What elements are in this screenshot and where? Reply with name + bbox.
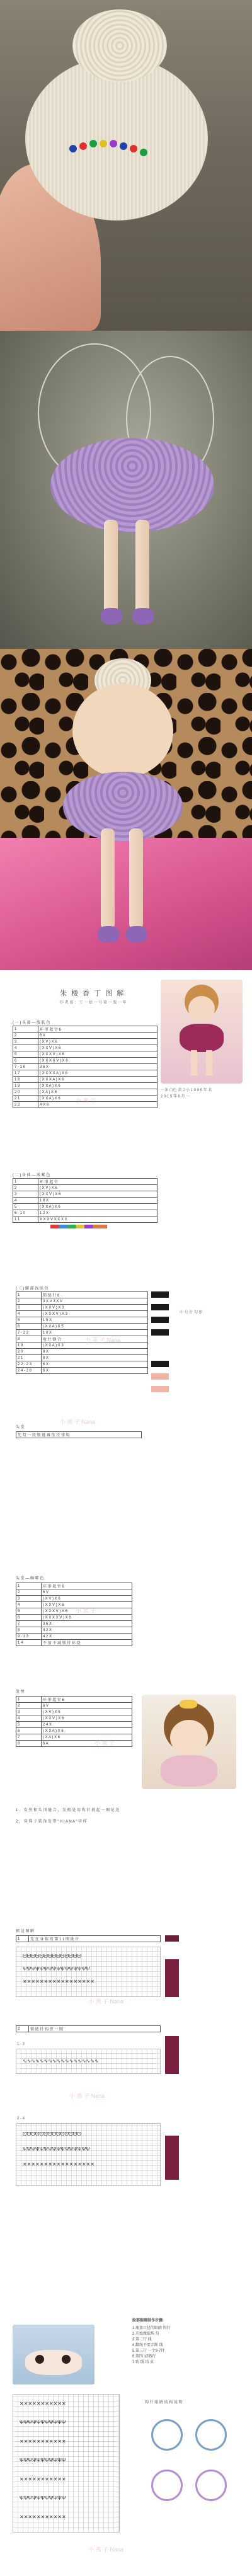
row-num: 5 bbox=[13, 1051, 38, 1058]
watermark: 小 燕 子 Nana bbox=[88, 1998, 124, 2005]
table-row bbox=[16, 1615, 132, 1621]
table-row bbox=[13, 1026, 158, 1033]
row-num: 2 bbox=[16, 2026, 29, 2032]
bun-pattern-table bbox=[16, 1696, 132, 1747]
row-instruction: 8 X bbox=[42, 1355, 148, 1361]
row-instruction: 9 X bbox=[42, 1349, 148, 1355]
pattern-sheet-1 bbox=[0, 970, 252, 1266]
stitch-chart-1: ᗢᗢᗢᗢᗢᗢᗢᗢᗢᗢᗢᗢᗢᗢ ΨΨΨΨΨΨΨΨΨΨΨΨΨΨΨΨ ✕✕✕✕✕✕✕✕✕✕✕✕✕✕✕✕✕ bbox=[16, 1947, 161, 1997]
row-num: 2 2 bbox=[13, 1102, 38, 1108]
row-instruction: 3 6 X bbox=[42, 1621, 132, 1627]
row-instruction: 4 2 X bbox=[42, 1634, 132, 1640]
hair-note-2: 2 、 穿 珠 子 装 饰 发 带 “ H I A N A ” 字 样 bbox=[16, 1820, 87, 1824]
row-instruction: 环 形 起 针 6 bbox=[42, 1697, 132, 1703]
doll-shoe-left bbox=[101, 608, 122, 624]
row-num: 1 8 bbox=[13, 1077, 38, 1083]
section-hair-label: 头 发 — 咖 啡 色 bbox=[16, 1577, 44, 1581]
row-instruction: 2 4 X bbox=[42, 1722, 132, 1728]
row-num: 2 bbox=[16, 1298, 42, 1305]
eye-note-item: 1.瓶盖口径的眼睛 钩针 bbox=[132, 2327, 171, 2330]
row-instruction: 6 V bbox=[42, 1703, 132, 1709]
row-instruction: ( X X A ) X 6 bbox=[38, 1204, 158, 1210]
row-num: 5 bbox=[16, 1722, 42, 1728]
color-swatch-burgundy bbox=[165, 2136, 179, 2180]
row-num: 4 bbox=[16, 1715, 42, 1722]
row-num: 6 bbox=[13, 1058, 38, 1064]
row-num: 2 bbox=[13, 1033, 38, 1039]
row-num: 7 - 2 2 bbox=[16, 1330, 42, 1336]
row-instruction: A X 6 bbox=[38, 1102, 158, 1108]
doll-leg-left bbox=[104, 520, 118, 614]
row-num: 6 bbox=[16, 1728, 42, 1734]
doll-shoe-left bbox=[98, 926, 119, 942]
doll-leg-right bbox=[135, 520, 149, 614]
row-instruction: 环 形 起 针 bbox=[38, 1179, 158, 1185]
row-num: 8 bbox=[16, 1741, 42, 1747]
row-instruction: ( X X A ) X 6 bbox=[42, 1728, 132, 1734]
row-num: 4 bbox=[13, 1045, 38, 1051]
table-row bbox=[13, 1045, 158, 1051]
table-row bbox=[16, 1292, 148, 1298]
table-row bbox=[16, 1317, 148, 1324]
table-row bbox=[16, 1608, 132, 1615]
table-row bbox=[13, 1070, 158, 1077]
table-row bbox=[13, 1210, 158, 1216]
color-swatch-black bbox=[151, 1329, 169, 1336]
color-swatch-burgundy bbox=[165, 1935, 179, 1942]
row-num: 7 bbox=[16, 1734, 42, 1741]
row-instruction: ( X V ) X 6 bbox=[42, 1596, 132, 1602]
row-num: 4 bbox=[13, 1198, 38, 1204]
doll-shoe-right bbox=[132, 608, 154, 624]
row-instruction: ( X V ) X 6 bbox=[38, 1185, 158, 1191]
row-instruction: ( X A ) X 6 bbox=[42, 1734, 132, 1741]
row-num: 2 bbox=[16, 1703, 42, 1709]
table-row bbox=[16, 1583, 132, 1589]
eye-note-item: 5.第三行 一个3-7针 bbox=[132, 2349, 165, 2353]
row-instruction: 1 5 X bbox=[42, 1317, 148, 1324]
hair-bun bbox=[72, 9, 167, 82]
row-num: 1 bbox=[16, 1583, 42, 1589]
section-legs-label: ( 三 ) 腿 部 浅 肤 色 bbox=[16, 1287, 49, 1291]
color-swatch-black bbox=[151, 1291, 169, 1298]
watermark: 小 燕 子 Nana bbox=[60, 1419, 96, 1425]
table-row bbox=[13, 1051, 158, 1058]
eye-steps-illustration bbox=[145, 2413, 239, 2514]
section-bun-label: 发 髻 bbox=[16, 1690, 25, 1694]
row-num: 2 2 - 2 3 bbox=[16, 1361, 42, 1368]
row-instruction: X X X V X X X X bbox=[38, 1216, 158, 1223]
color-swatch-black bbox=[151, 1304, 169, 1310]
table-row bbox=[16, 1602, 132, 1608]
table-row bbox=[13, 1077, 158, 1083]
pattern-subtitle: 作 者 招 ： 王 一 姑 一 号 第 一 版 一 年 bbox=[60, 1001, 127, 1005]
stitch-chart-3: ᗢᗢᗢᗢᗢᗢᗢᗢᗢᗢᗢᗢᗢᗢ ΨΨΨΨΨΨΨΨΨΨΨΨΨΨΨΨ ✕✕✕✕✕✕✕✕✕✕✕✕✕✕✕✕✕ bbox=[16, 2123, 161, 2186]
table-row bbox=[16, 1640, 132, 1646]
section-hair-label: 头 发 bbox=[16, 1426, 25, 1429]
table-row bbox=[13, 1089, 158, 1096]
pattern-sheet-4 bbox=[0, 1896, 252, 2299]
hair-pattern-table bbox=[16, 1583, 132, 1646]
row-instruction: 6 X bbox=[42, 1368, 148, 1374]
table-row bbox=[13, 1216, 158, 1223]
row-instruction: ( X X X X A ) X 6 bbox=[38, 1070, 158, 1077]
row-num: 5 bbox=[16, 1608, 42, 1615]
watermark: 小 燕 子 Nana bbox=[88, 2546, 124, 2553]
doll-face bbox=[72, 684, 173, 778]
eye-note-item: 4.翻绳不要弄断 线 bbox=[132, 2344, 163, 2347]
table-row bbox=[16, 1311, 148, 1317]
table-row bbox=[16, 1368, 148, 1374]
photo-hanging-doll bbox=[0, 331, 252, 649]
skirt-row-table-2 bbox=[16, 2025, 161, 2032]
table-row bbox=[13, 1064, 158, 1070]
color-bead-row bbox=[50, 1225, 107, 1228]
row-instruction: ( X X V ) X 6 bbox=[38, 1045, 158, 1051]
row-num: 6 bbox=[16, 1615, 42, 1621]
row-instruction: ( X X X V ) X 6 bbox=[38, 1051, 158, 1058]
eye-notes-list bbox=[132, 2326, 246, 2366]
row-num: 2 0 bbox=[16, 1349, 42, 1355]
eye-note-item: 3.第二行 线 bbox=[132, 2338, 152, 2342]
row-num: 1 bbox=[13, 1026, 38, 1033]
row-num: 3 bbox=[13, 1191, 38, 1198]
table-row bbox=[16, 1627, 132, 1634]
pattern-sheet-5 bbox=[0, 2299, 252, 2576]
table-row bbox=[16, 1305, 148, 1311]
row-num: 7 - 1 6 bbox=[13, 1064, 38, 1070]
row-num: 1 bbox=[13, 1179, 38, 1185]
color-swatch-burgundy bbox=[165, 1959, 179, 1997]
table-row bbox=[16, 1621, 132, 1627]
row-num: 2 1 bbox=[16, 1355, 42, 1361]
row-instruction: ( X X X A ) X 6 bbox=[38, 1077, 158, 1083]
row-num: 3 bbox=[16, 1596, 42, 1602]
row-instruction: ( X X X X V ) X 6 bbox=[42, 1615, 132, 1621]
table-row bbox=[16, 1361, 148, 1368]
row-num: 3 bbox=[13, 1039, 38, 1045]
row-num: 6 - 1 0 bbox=[13, 1210, 38, 1216]
row-num: 5 bbox=[13, 1204, 38, 1210]
hair-strand-table bbox=[16, 1431, 142, 1438]
pattern-sheet-3 bbox=[0, 1531, 252, 1896]
row-num: 8 bbox=[16, 1336, 42, 1342]
row-num: 3 bbox=[16, 1305, 42, 1311]
table-row bbox=[16, 1697, 132, 1703]
table-row bbox=[13, 1185, 158, 1191]
watermark: 小 燕 子 bbox=[94, 1740, 115, 1746]
table-row bbox=[16, 1349, 148, 1355]
row-num: 7 bbox=[16, 1621, 42, 1627]
color-swatch-burgundy bbox=[165, 2036, 179, 2074]
section-body-label: ( 二 ) 身 体 — 浅 紫 色 bbox=[13, 1174, 50, 1177]
row-num: 1 1 bbox=[13, 1216, 38, 1223]
row-instruction: ( X X X X V ) X 6 bbox=[38, 1058, 158, 1064]
row-num: 2 4 - 2 8 bbox=[16, 1368, 42, 1374]
table-row bbox=[16, 1634, 132, 1640]
row-instruction: ( X X A ) X 5 bbox=[42, 1324, 148, 1330]
row-num: 2 1 bbox=[13, 1096, 38, 1102]
row-instruction: 环 形 起 针 6 bbox=[42, 1583, 132, 1589]
row-instruction: 1 0 X bbox=[42, 1330, 148, 1336]
row-instruction: 3 X V 3 X V bbox=[42, 1298, 148, 1305]
row-instruction: 6 V bbox=[42, 1589, 132, 1596]
eye-note-item: 7.钩 线 结 束 bbox=[132, 2361, 154, 2364]
row-instruction: 不 加 不 减 锁 针 环 绕 bbox=[42, 1640, 132, 1646]
chart-label: 1 - 3 bbox=[17, 2042, 25, 2046]
table-row bbox=[16, 1722, 132, 1728]
table-row bbox=[16, 1596, 132, 1602]
row-num: 2 bbox=[16, 1589, 42, 1596]
hair-note-1: 1 、 发 髻 和 头 顶 缝 合 ， 发 根 处 用 钩 针 挑 起 一 圈 花 边 bbox=[16, 1809, 120, 1812]
row-num: 1 9 bbox=[16, 1342, 42, 1349]
pink-fabric bbox=[0, 838, 252, 970]
eye-note-item: 2.开始做眼珠 勾 bbox=[132, 2332, 159, 2336]
table-row bbox=[13, 1204, 158, 1210]
color-key-note: 中 号 针 勾 织 bbox=[180, 1311, 203, 1315]
watermark: 小 燕 子 bbox=[76, 1608, 96, 1614]
row-text: 锁 链 针 钩 织 一 圈 bbox=[29, 2026, 161, 2032]
skirt-row-table bbox=[16, 1935, 161, 1942]
color-swatch-pink bbox=[151, 1373, 169, 1380]
row-instruction: ( X V ) X 6 bbox=[42, 1709, 132, 1715]
eye-stitch-chart: ✕✕✕✕✕✕✕✕✕✕✕ ΨΨΨΨΨΨΨΨΨΨΨ ✕✕✕✕✕✕✕✕✕✕✕ ΨΨΨΨΨΨΨΨΨΨΨ ✕✕✕✕✕✕✕✕✕✕✕ ΨΨΨΨΨΨΨΨΨΨΨ ✕✕✕✕✕✕✕✕✕✕✕ bbox=[13, 2394, 120, 2533]
table-row bbox=[16, 1324, 148, 1330]
chart-label: 2 - 4 bbox=[17, 2117, 25, 2121]
photo-doll-on-fabric bbox=[0, 649, 252, 970]
row-instruction: 3 6 X bbox=[38, 1064, 158, 1070]
table-row bbox=[13, 1191, 158, 1198]
eye-note-item: 6.第四 1到5行 bbox=[132, 2355, 156, 2359]
photo-caption: 2 0 1 5 年 6 月 一 bbox=[161, 1095, 190, 1099]
table-row bbox=[13, 1039, 158, 1045]
eye-notes-title: 脸部眼睛制作步骤: bbox=[132, 2319, 164, 2323]
photo-doll-head bbox=[0, 0, 252, 331]
row-instruction: 6 X bbox=[42, 1361, 148, 1368]
table-row bbox=[16, 1709, 132, 1715]
body-pattern-table bbox=[13, 1178, 158, 1223]
pattern-sheet-2 bbox=[0, 1266, 252, 1531]
table-row bbox=[16, 1715, 132, 1722]
row-num: 9 - 1 3 bbox=[16, 1634, 42, 1640]
sample-photo bbox=[161, 980, 243, 1084]
row-instruction: ( X X X V ) X 6 bbox=[42, 1608, 132, 1615]
table-row bbox=[13, 1058, 158, 1064]
table-row bbox=[13, 1033, 158, 1039]
row-instruction: 环 形 起 针 6 bbox=[38, 1026, 158, 1033]
watermark: 小 燕 子 Nana bbox=[69, 2093, 105, 2099]
row-instruction: 6 A bbox=[42, 1741, 132, 1747]
side-caption: 钩 针 眼 睛 结 构 说 明 bbox=[145, 2401, 183, 2405]
row-num: 1 9 bbox=[13, 1083, 38, 1089]
row-num: 1 7 bbox=[13, 1070, 38, 1077]
legs-pattern-table bbox=[16, 1291, 148, 1374]
row-instruction: 锁 链 针 6 bbox=[42, 1292, 148, 1298]
table-row bbox=[16, 1342, 148, 1349]
row-instruction: 1 8 X bbox=[38, 1198, 158, 1204]
table-row bbox=[16, 1589, 132, 1596]
row-instruction: ( X X V ) X 6 bbox=[42, 1602, 132, 1608]
row-instruction: ( X X X V ) X 3 bbox=[42, 1311, 148, 1317]
table-row bbox=[13, 1083, 158, 1089]
color-swatch-black bbox=[151, 1317, 169, 1323]
photo-caption: 一条 白色 款 2 小 1 9 9 5 年 共 bbox=[161, 1089, 212, 1092]
color-swatch-pink bbox=[151, 1386, 169, 1392]
row-instruction: ( X X A ) X 6 bbox=[38, 1083, 158, 1089]
doll-skirt bbox=[50, 438, 214, 532]
row-instruction: ( X V ) X 6 bbox=[38, 1039, 158, 1045]
watermark: 小 燕 子 Nana bbox=[85, 1337, 121, 1343]
row-instruction: 收 针 缝 合 bbox=[42, 1336, 148, 1342]
row-instruction: ( X X V ) X 6 bbox=[38, 1191, 158, 1198]
row-num: 4 bbox=[16, 1602, 42, 1608]
stitch-chart-2: ∿∿∿∿∿∿∿∿∿∿∿∿∿∿∿∿∿∿ bbox=[16, 2049, 161, 2074]
doll-leg-right bbox=[129, 828, 143, 929]
table-row bbox=[16, 1330, 148, 1336]
table-row bbox=[16, 1728, 132, 1734]
row-num: 1 bbox=[16, 1292, 42, 1298]
pattern-title: 朱 楼 香 丁 图 解 bbox=[60, 990, 125, 997]
doll-leg-left bbox=[101, 828, 115, 929]
doll-skirt bbox=[63, 772, 183, 841]
row-num: 1 bbox=[16, 1697, 42, 1703]
section-head-label: ( 一 ) 头 部 — 浅 肤 色 bbox=[13, 1021, 50, 1025]
table-row bbox=[16, 1336, 148, 1342]
row-num: 8 bbox=[16, 1627, 42, 1634]
row-instruction: 6 X bbox=[38, 1033, 158, 1039]
row-num: 6 bbox=[16, 1324, 42, 1330]
table-row bbox=[13, 1179, 158, 1185]
row-instruction: ( X A ) X 6 bbox=[38, 1089, 158, 1096]
row-num: 2 0 bbox=[13, 1089, 38, 1096]
row-instruction: 4 2 X bbox=[42, 1627, 132, 1634]
row-instruction: ( X X A ) X 3 bbox=[42, 1342, 148, 1349]
row-text: 先 在 身 体 的 第 1 1 圈 挑 针 bbox=[29, 1936, 161, 1942]
table-row bbox=[16, 1355, 148, 1361]
hair-strand-text: 先 勾 一 段 锁 链 再 依 次 排 钩 bbox=[16, 1432, 142, 1438]
row-instruction: ( X X V ) X 3 bbox=[42, 1305, 148, 1311]
table-row bbox=[16, 1298, 148, 1305]
row-num: 1 4 bbox=[16, 1640, 42, 1646]
row-num: 4 bbox=[16, 1311, 42, 1317]
watermark: 小 燕 子 bbox=[76, 1097, 96, 1104]
row-num: 5 bbox=[16, 1317, 42, 1324]
row-num: 3 bbox=[16, 1709, 42, 1715]
doll-shoe-right bbox=[126, 926, 147, 942]
row-num: 1 bbox=[16, 1936, 29, 1942]
row-instruction: ( X X V ) X 6 bbox=[42, 1715, 132, 1722]
eye-photo bbox=[13, 2325, 94, 2384]
color-swatch-black bbox=[151, 1361, 169, 1367]
row-instruction: ( X X A ) X 6 bbox=[38, 1096, 158, 1102]
sample-photo-hair bbox=[142, 1695, 236, 1789]
row-instruction: 1 2 X bbox=[38, 1210, 158, 1216]
row-num: 2 bbox=[13, 1185, 38, 1191]
skirt-title: 裙 边 图 解 bbox=[16, 1930, 35, 1933]
table-row bbox=[13, 1198, 158, 1204]
table-row bbox=[16, 1703, 132, 1709]
